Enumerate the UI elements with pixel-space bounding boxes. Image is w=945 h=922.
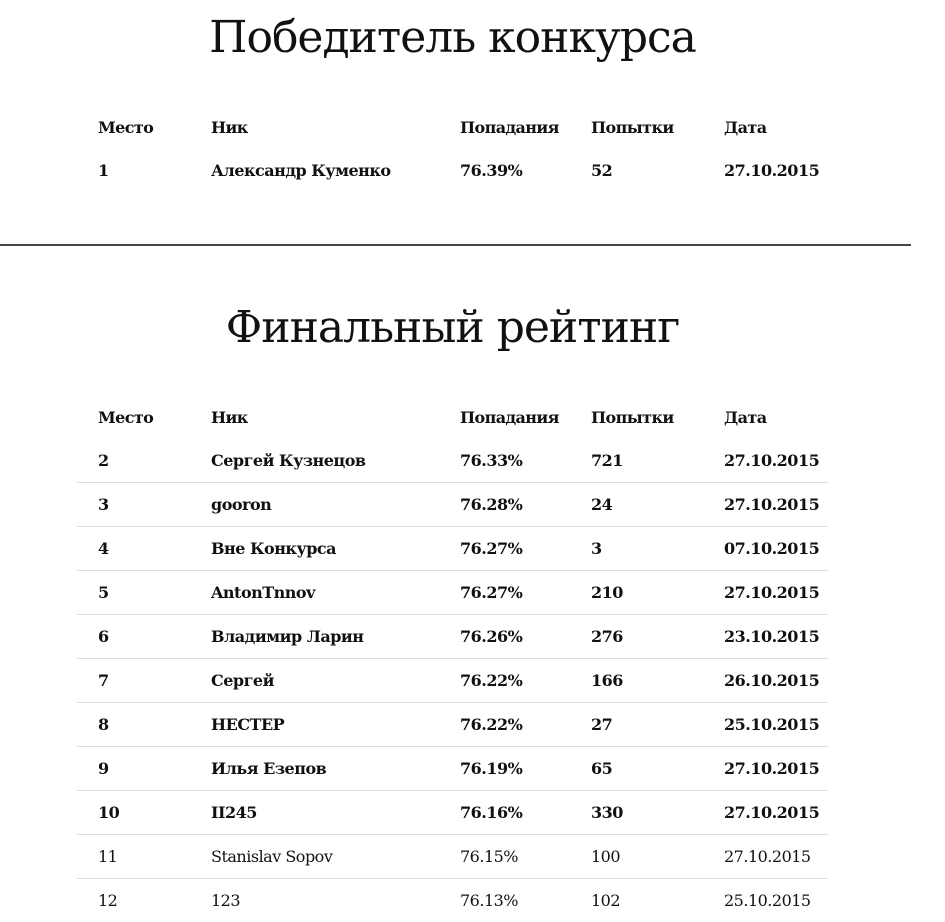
- hits-cell: 76.19%: [460, 759, 523, 778]
- section-divider: [0, 244, 911, 246]
- nick-cell: Сергей Кузнецов: [211, 451, 366, 470]
- nick-cell: Stanislav Sopov: [211, 847, 333, 866]
- tries-cell: 721: [591, 451, 623, 470]
- place-cell: 9: [98, 759, 109, 778]
- column-header-date: Дата: [724, 408, 767, 427]
- place-cell: 1: [98, 161, 109, 180]
- winner-title: Победитель конкурса: [209, 12, 696, 63]
- nick-cell: НЕСТЕР: [211, 715, 285, 734]
- table-row: [77, 659, 828, 703]
- date-cell: 27.10.2015: [724, 161, 820, 180]
- date-cell: 23.10.2015: [724, 627, 820, 646]
- table-row: [77, 527, 828, 571]
- hits-cell: 76.27%: [460, 539, 523, 558]
- hits-cell: 76.26%: [460, 627, 523, 646]
- place-cell: 7: [98, 671, 109, 690]
- place-cell: 6: [98, 627, 109, 646]
- winner-table: [77, 106, 828, 192]
- tries-cell: 100: [591, 847, 621, 866]
- column-header-hits: Попадания: [460, 408, 559, 427]
- place-cell: 2: [98, 451, 109, 470]
- date-cell: 27.10.2015: [724, 759, 820, 778]
- nick-cell: gooron: [211, 495, 272, 514]
- column-header-nick: Ник: [211, 118, 248, 137]
- tries-cell: 52: [591, 161, 613, 180]
- hits-cell: 76.39%: [460, 161, 523, 180]
- hits-cell: 76.15%: [460, 847, 519, 866]
- nick-cell: Александр Куменко: [211, 161, 391, 180]
- place-cell: 4: [98, 539, 109, 558]
- hits-cell: 76.28%: [460, 495, 523, 514]
- column-header-date: Дата: [724, 118, 767, 137]
- nick-cell: Илья Езепов: [211, 759, 327, 778]
- column-header-nick: Ник: [211, 408, 248, 427]
- rating-table: [77, 396, 828, 922]
- hits-cell: 76.13%: [460, 891, 519, 910]
- table-row: [77, 791, 828, 835]
- nick-cell: Владимир Ларин: [211, 627, 364, 646]
- table-header: [77, 396, 828, 439]
- place-cell: 5: [98, 583, 109, 602]
- tries-cell: 166: [591, 671, 623, 690]
- column-header-place: Место: [98, 408, 154, 427]
- tries-cell: 102: [591, 891, 621, 910]
- hits-cell: 76.22%: [460, 671, 523, 690]
- column-header-hits: Попадания: [460, 118, 559, 137]
- date-cell: 27.10.2015: [724, 847, 811, 866]
- table-row: [77, 571, 828, 615]
- place-cell: 11: [98, 847, 118, 866]
- place-cell: 8: [98, 715, 109, 734]
- table-row: [77, 483, 828, 527]
- hits-cell: 76.22%: [460, 715, 523, 734]
- rating-title: Финальный рейтинг: [225, 302, 680, 353]
- table-row: [77, 149, 828, 192]
- table-row: [77, 835, 828, 879]
- nick-cell: 123: [211, 891, 241, 910]
- place-cell: 3: [98, 495, 109, 514]
- hits-cell: 76.33%: [460, 451, 523, 470]
- table-row: [77, 703, 828, 747]
- tries-cell: 24: [591, 495, 613, 514]
- table-row: [77, 615, 828, 659]
- place-cell: 12: [98, 891, 118, 910]
- tries-cell: 27: [591, 715, 613, 734]
- date-cell: 07.10.2015: [724, 539, 820, 558]
- nick-cell: II245: [211, 803, 257, 822]
- date-cell: 25.10.2015: [724, 715, 820, 734]
- nick-cell: AntonTnnov: [211, 583, 315, 602]
- tries-cell: 210: [591, 583, 623, 602]
- date-cell: 27.10.2015: [724, 451, 820, 470]
- date-cell: 27.10.2015: [724, 803, 820, 822]
- column-header-tries: Попытки: [591, 118, 674, 137]
- hits-cell: 76.16%: [460, 803, 523, 822]
- table-row: [77, 747, 828, 791]
- table-row: [77, 879, 828, 922]
- tries-cell: 276: [591, 627, 623, 646]
- tries-cell: 3: [591, 539, 602, 558]
- hits-cell: 76.27%: [460, 583, 523, 602]
- date-cell: 27.10.2015: [724, 583, 820, 602]
- nick-cell: Вне Конкурса: [211, 539, 337, 558]
- table-row: [77, 439, 828, 483]
- tries-cell: 330: [591, 803, 623, 822]
- place-cell: 10: [98, 803, 120, 822]
- date-cell: 27.10.2015: [724, 495, 820, 514]
- column-header-tries: Попытки: [591, 408, 674, 427]
- date-cell: 25.10.2015: [724, 891, 811, 910]
- nick-cell: Сергей: [211, 671, 274, 690]
- column-header-place: Место: [98, 118, 154, 137]
- date-cell: 26.10.2015: [724, 671, 820, 690]
- tries-cell: 65: [591, 759, 613, 778]
- table-header: [77, 106, 828, 149]
